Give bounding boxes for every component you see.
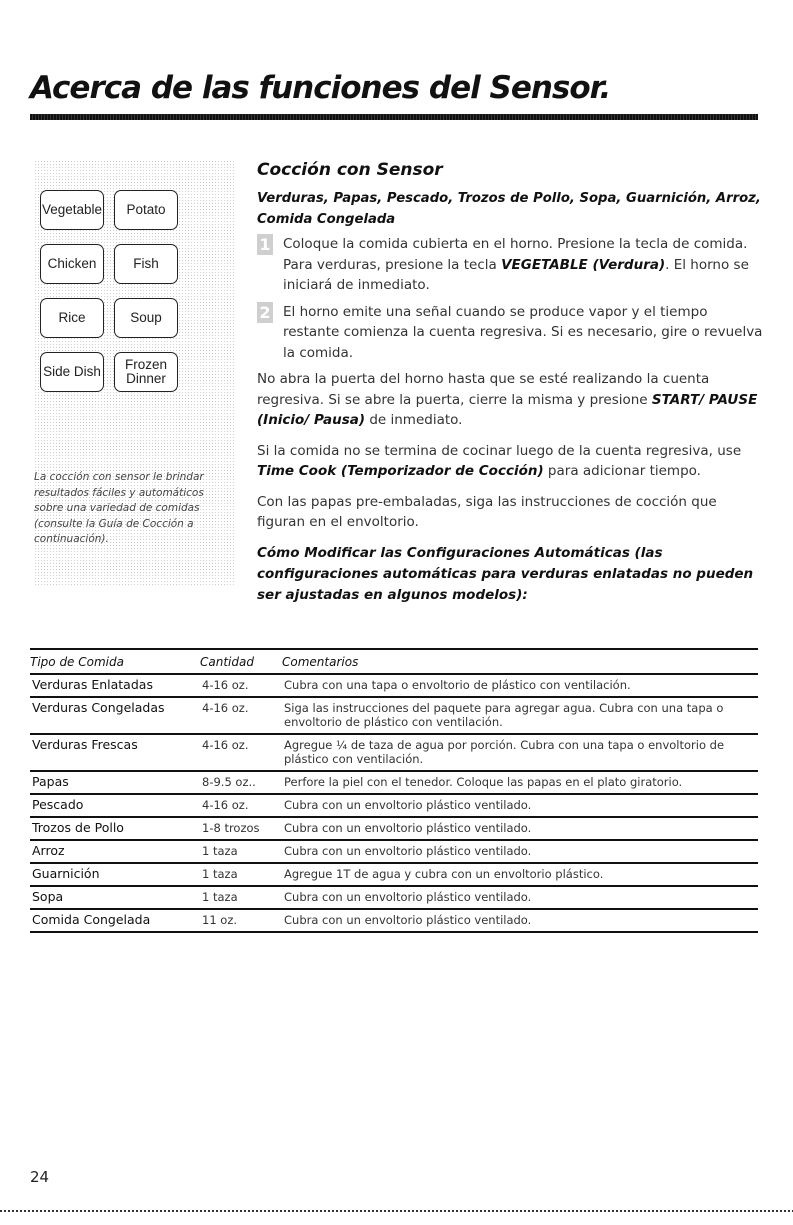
cell-food-type: Comida Congelada xyxy=(32,912,151,927)
table-header-row xyxy=(30,648,758,675)
table-body xyxy=(30,675,758,933)
step-2 xyxy=(257,302,767,364)
cell-comments: Perfore la piel con el tenedor. Coloque las papas en el plato giratorio. xyxy=(284,775,683,789)
cell-quantity: 1 taza xyxy=(202,890,238,904)
cell-comments: Agregue ¼ de taza de agua por porción. Cubra con una tapa o envoltorio de plástico con ventilación. xyxy=(284,738,725,766)
main-column xyxy=(257,160,767,606)
time-cook-key: Time Cook (Temporizador de Cocción) xyxy=(257,463,544,479)
potato-paragraph: Con las papas pre-embaladas, siga las instrucciones de cocción que figuran en el envoltorio. xyxy=(257,493,717,530)
start-pause-key: START/ PAUSE (Inicio/ Pausa) xyxy=(257,391,758,428)
header-comments: Comentarios xyxy=(282,655,359,669)
cell-quantity: 11 oz. xyxy=(202,913,238,927)
page-number: 24 xyxy=(30,1168,50,1186)
cell-quantity: 1-8 trozos xyxy=(202,821,260,835)
frozen-dinner-key: Frozen Dinner xyxy=(114,352,178,392)
step-1 xyxy=(257,234,767,296)
step-1-text-b: . El horno se iniciará de inmediato. xyxy=(283,256,749,293)
cell-comments: Cubra con un envoltorio plástico ventilado. xyxy=(284,821,532,835)
rice-key: Rice xyxy=(40,298,104,338)
cell-comments: Cubra con una tapa o envoltorio de plástico con ventilación. xyxy=(284,678,631,692)
section-title: Cocción con Sensor xyxy=(257,160,443,180)
table-row xyxy=(30,818,758,841)
time-cook-text-a: Si la comida no se termina de cocinar luego de la cuenta regresiva, use xyxy=(257,442,742,459)
cell-comments: Cubra con un envoltorio plástico ventilado. xyxy=(284,844,532,858)
fish-key: Fish xyxy=(114,244,178,284)
sidebar-caption: La cocción con sensor le brindar resultados fáciles y automáticos sobre una variedad de comidas (consulte la Guía de Cocción a continuación). xyxy=(34,471,204,545)
page-title: Acerca de las funciones del Sensor. xyxy=(30,70,611,106)
title-rule xyxy=(30,114,758,120)
cell-food-type: Verduras Congeladas xyxy=(32,700,165,715)
header-quantity: Cantidad xyxy=(200,655,254,669)
cell-food-type: Sopa xyxy=(32,889,64,904)
door-paragraph xyxy=(257,369,767,431)
step-number-2: 2 xyxy=(257,302,273,323)
cell-comments: Siga las instrucciones del paquete para agregar agua. Cubra con una tapa o envoltorio de plástico con ventilación. xyxy=(284,701,724,729)
cell-comments: Cubra con un envoltorio plástico ventilado. xyxy=(284,798,532,812)
cell-quantity: 8-9.5 oz.. xyxy=(202,775,256,789)
cell-quantity: 4-16 oz. xyxy=(202,701,249,715)
door-paragraph-text-b: de inmediato. xyxy=(365,412,463,428)
cell-quantity: 4-16 oz. xyxy=(202,678,249,692)
foods-subtitle: Verduras, Papas, Pescado, Trozos de Pollo, Sopa, Guarnición, Arroz, Comida Congelada xyxy=(257,191,761,227)
settings-subtitle: Cómo Modificar las Configuraciones Automáticas (las configuraciones automáticas para verduras enlatadas no pueden ser ajustadas en algunos modelos): xyxy=(257,544,754,603)
chicken-key: Chicken xyxy=(40,244,104,284)
side-dish-key: Side Dish xyxy=(40,352,104,392)
table-row xyxy=(30,735,758,772)
step-2-text: El horno emite una señal cuando se produce vapor y el tiempo restante comienza la cuenta regresiva. Si es necesario, gire o revuelva la comida. xyxy=(283,303,763,361)
header-food-type: Tipo de Comida xyxy=(30,655,124,669)
bottom-rule xyxy=(0,1210,793,1212)
table-row xyxy=(30,864,758,887)
cell-comments: Agregue 1T de agua y cubra con un envoltorio plástico. xyxy=(284,867,604,881)
cell-food-type: Papas xyxy=(32,774,69,789)
table-row xyxy=(30,887,758,910)
potato-key: Potato xyxy=(114,190,178,230)
table-row xyxy=(30,795,758,818)
cell-quantity: 1 taza xyxy=(202,844,238,858)
cell-quantity: 1 taza xyxy=(202,867,238,881)
table-row xyxy=(30,698,758,735)
cell-quantity: 4-16 oz. xyxy=(202,738,249,752)
time-cook-text-b: para adicionar tiempo. xyxy=(543,463,701,479)
step-number-1: 1 xyxy=(257,234,273,255)
table-row xyxy=(30,772,758,795)
table-row xyxy=(30,910,758,933)
door-paragraph-text-a: No abra la puerta del horno hasta que se esté realizando la cuenta regresiva. Si se abre la puerta, cierre la misma y presione xyxy=(257,371,710,408)
sidebar-panel xyxy=(34,160,234,585)
vegetable-key: Vegetable xyxy=(40,190,104,230)
cell-food-type: Guarnición xyxy=(32,866,100,881)
step-1-key: VEGETABLE (Verdura) xyxy=(501,256,666,273)
cell-food-type: Verduras Enlatadas xyxy=(32,677,153,692)
cell-food-type: Verduras Frescas xyxy=(32,737,138,752)
soup-key: Soup xyxy=(114,298,178,338)
cell-food-type: Pescado xyxy=(32,797,84,812)
table-row xyxy=(30,841,758,864)
cell-food-type: Trozos de Pollo xyxy=(32,820,124,835)
table-row xyxy=(30,675,758,698)
cell-quantity: 4-16 oz. xyxy=(202,798,249,812)
cell-comments: Cubra con un envoltorio plástico ventilado. xyxy=(284,913,532,927)
cell-food-type: Arroz xyxy=(32,843,65,858)
cooking-guide-table xyxy=(30,648,758,933)
step-1-text-a: Coloque la comida cubierta en el horno. Presione la tecla de comida. Para verduras, presione la tecla xyxy=(283,236,748,273)
time-cook-paragraph xyxy=(257,441,767,482)
cell-comments: Cubra con un envoltorio plástico ventilado. xyxy=(284,890,532,904)
